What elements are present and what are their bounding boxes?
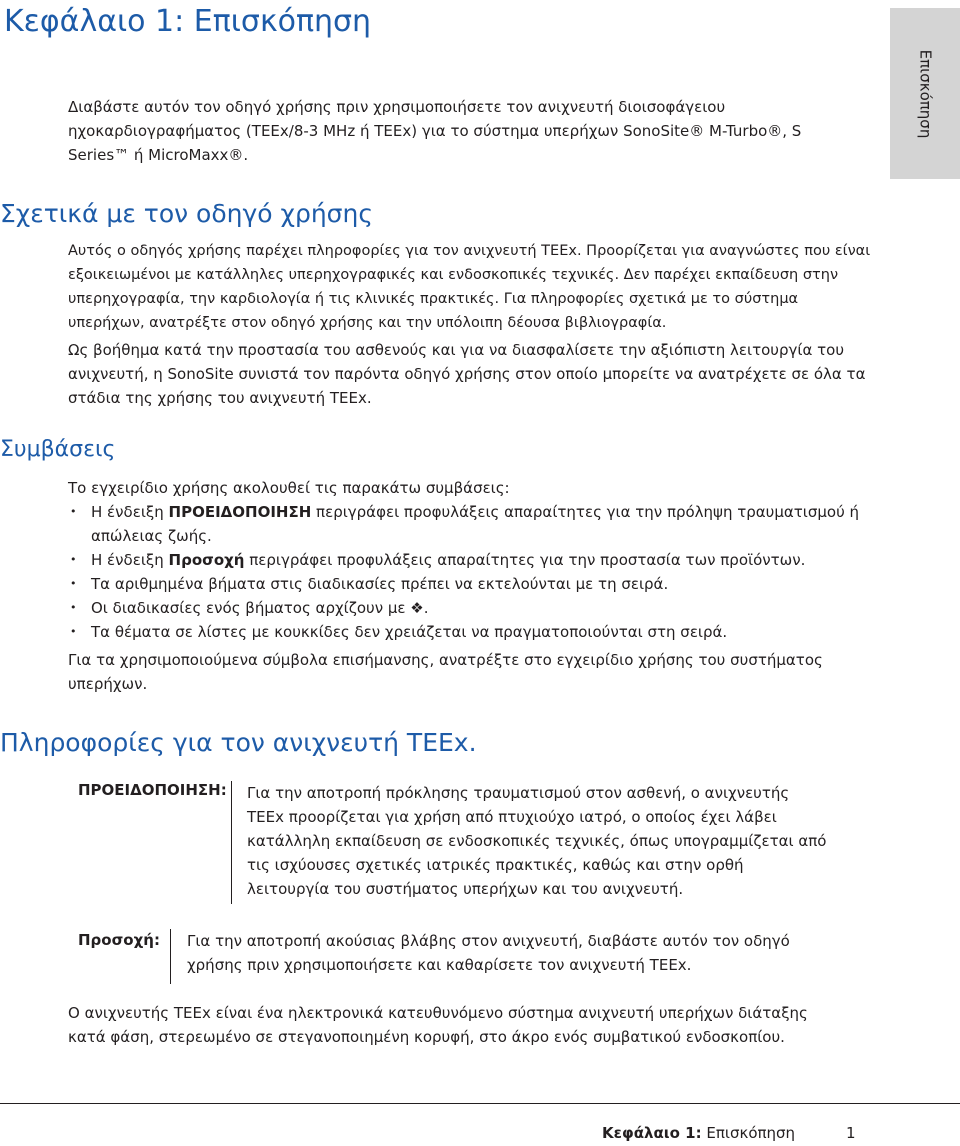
conventions-intro: Το εγχειρίδιο χρήσης ακολουθεί τις παρακάτω συμβάσεις:: [68, 479, 510, 497]
list-item: • Τα αριθμημένα βήματα στις διαδικασίες πρέπει να εκτελούνται με τη σειρά.: [68, 572, 868, 596]
bullet-icon: •: [70, 625, 77, 638]
list-item: • Οι διαδικασίες ενός βήματος αρχίζουν με ❖.: [68, 596, 868, 620]
caution-divider: [170, 929, 171, 984]
side-tab-label: Επισκόπηση: [916, 49, 935, 138]
bullet-icon: •: [70, 553, 77, 566]
list-item: • Η ένδειξη ΠΡΟΕΙΔΟΠΟΙΗΣΗ περιγράφει προφυλάξεις απαραίτητες για την πρόληψη τραυματισμού ή απώλειας ζωής.: [68, 500, 868, 548]
bullet-icon: •: [70, 601, 77, 614]
about-paragraph-1: Αυτός ο οδηγός χρήσης παρέχει πληροφορίες για τον ανιχνευτή TEEx. Προορίζεται για αναγνώστες που είναι εξοικειωμένοι με κατάλληλες υπερηχογραφικές και ενδοσκοπικές τεχνικές. Δεν παρέχει εκπαίδευση στην υπερηχογραφία, την καρδιολογία ή τις κλινικές πρακτικές. Για πληροφορίες σχετικά με το σύστημα υπερήχων, ανατρέξτε στον οδηγό χρήσης και την υπόλοιπη δέουσα βιβλιογραφία.: [68, 243, 871, 331]
about-paragraph-2: Ως βοήθημα κατά την προστασία του ασθενούς και για να διασφαλίσετε την αξιόπιστη λειτουργία του ανιχνευτή, η SonoSite συνιστά τον παρόντα οδηγό χρήσης στον οποίο μπορείτε να ανατρέχετε σε όλα τα στάδια της χρήσης του ανιχνευτή TEEx.: [68, 341, 866, 407]
caution-keyword: Προσοχή: [168, 551, 245, 569]
bullet-icon: •: [70, 505, 77, 518]
bullet-icon: •: [70, 577, 77, 590]
footer-divider: [0, 1103, 960, 1104]
page-number: 1: [846, 1124, 856, 1142]
closing-paragraph: Ο ανιχνευτής TEEx είναι ένα ηλεκτρονικά κατευθυνόμενο σύστημα ανιχνευτή υπερήχων διάταξης κατά φάση, στερεωμένο σε στεγανοποιημένη κορυφή, στο άκρο ενός συμβατικού ενδοσκοπίου.: [68, 1004, 808, 1046]
caution-label: Προσοχή:: [78, 931, 160, 949]
warning-keyword: ΠΡΟΕΙΔΟΠΟΙΗΣΗ: [168, 503, 312, 521]
list-item: • Τα θέματα σε λίστες με κουκκίδες δεν χρειάζεται να πραγματοποιούνται στη σειρά.: [68, 620, 868, 644]
conventions-list: [68, 500, 868, 644]
intro-paragraph: Διαβάστε αυτόν τον οδηγό χρήσης πριν χρησιμοποιήσετε τον ανιχνευτή διοισοφάγειου ηχοκαρδιογραφήματος (TEEx/8-3 MHz ή TEEx) για το σύστημα υπερήχων SonoSite® M-Turbo®, S Series™ ή MicroMaxx®.: [68, 98, 802, 164]
step-diamond-icon: ❖: [410, 599, 424, 617]
warning-label: ΠΡΟΕΙΔΟΠΟΙΗΣΗ:: [78, 781, 227, 799]
tee-heading: Πληροφορίες για τον ανιχνευτή TEEx.: [0, 728, 477, 757]
warning-text: Για την αποτροπή πρόκλησης τραυματισμού στον ασθενή, ο ανιχνευτής TEEx προορίζεται για χρήση από πτυχιούχο ιατρό, ο οποίος έχει λάβει κατάλληλη εκπαίδευση σε ενδοσκοπικές τεχνικές, όπως υπογραμμίζεται από τις ισχύουσες σχετικές ιατρικές πρακτικές, καθώς και στην ορθή λειτουργία του συστήματος υπερήχων και του ανιχνευτή.: [247, 784, 827, 898]
warning-divider: [231, 781, 232, 904]
section-side-tab: [890, 8, 960, 179]
list-item: • Η ένδειξη Προσοχή περιγράφει προφυλάξεις απαραίτητες για την προστασία των προϊόντων.: [68, 548, 868, 572]
page-title: Κεφάλαιο 1: Επισκόπηση: [4, 4, 372, 39]
conventions-after: Για τα χρησιμοποιούμενα σύμβολα επισήμανσης, ανατρέξτε στο εγχειρίδιο χρήσης του συστήματος υπερήχων.: [68, 651, 823, 693]
about-heading: Σχετικά με τον οδηγό χρήσης: [0, 199, 374, 228]
footer-chapter: Κεφάλαιο 1: Επισκόπηση: [602, 1124, 796, 1142]
caution-text: Για την αποτροπή ακούσιας βλάβης στον ανιχνευτή, διαβάστε αυτόν τον οδηγό χρήσης πριν χρησιμοποιήσετε και καθαρίσετε τον ανιχνευτή TEEx.: [187, 932, 790, 974]
conventions-heading: Συμβάσεις: [0, 437, 116, 462]
